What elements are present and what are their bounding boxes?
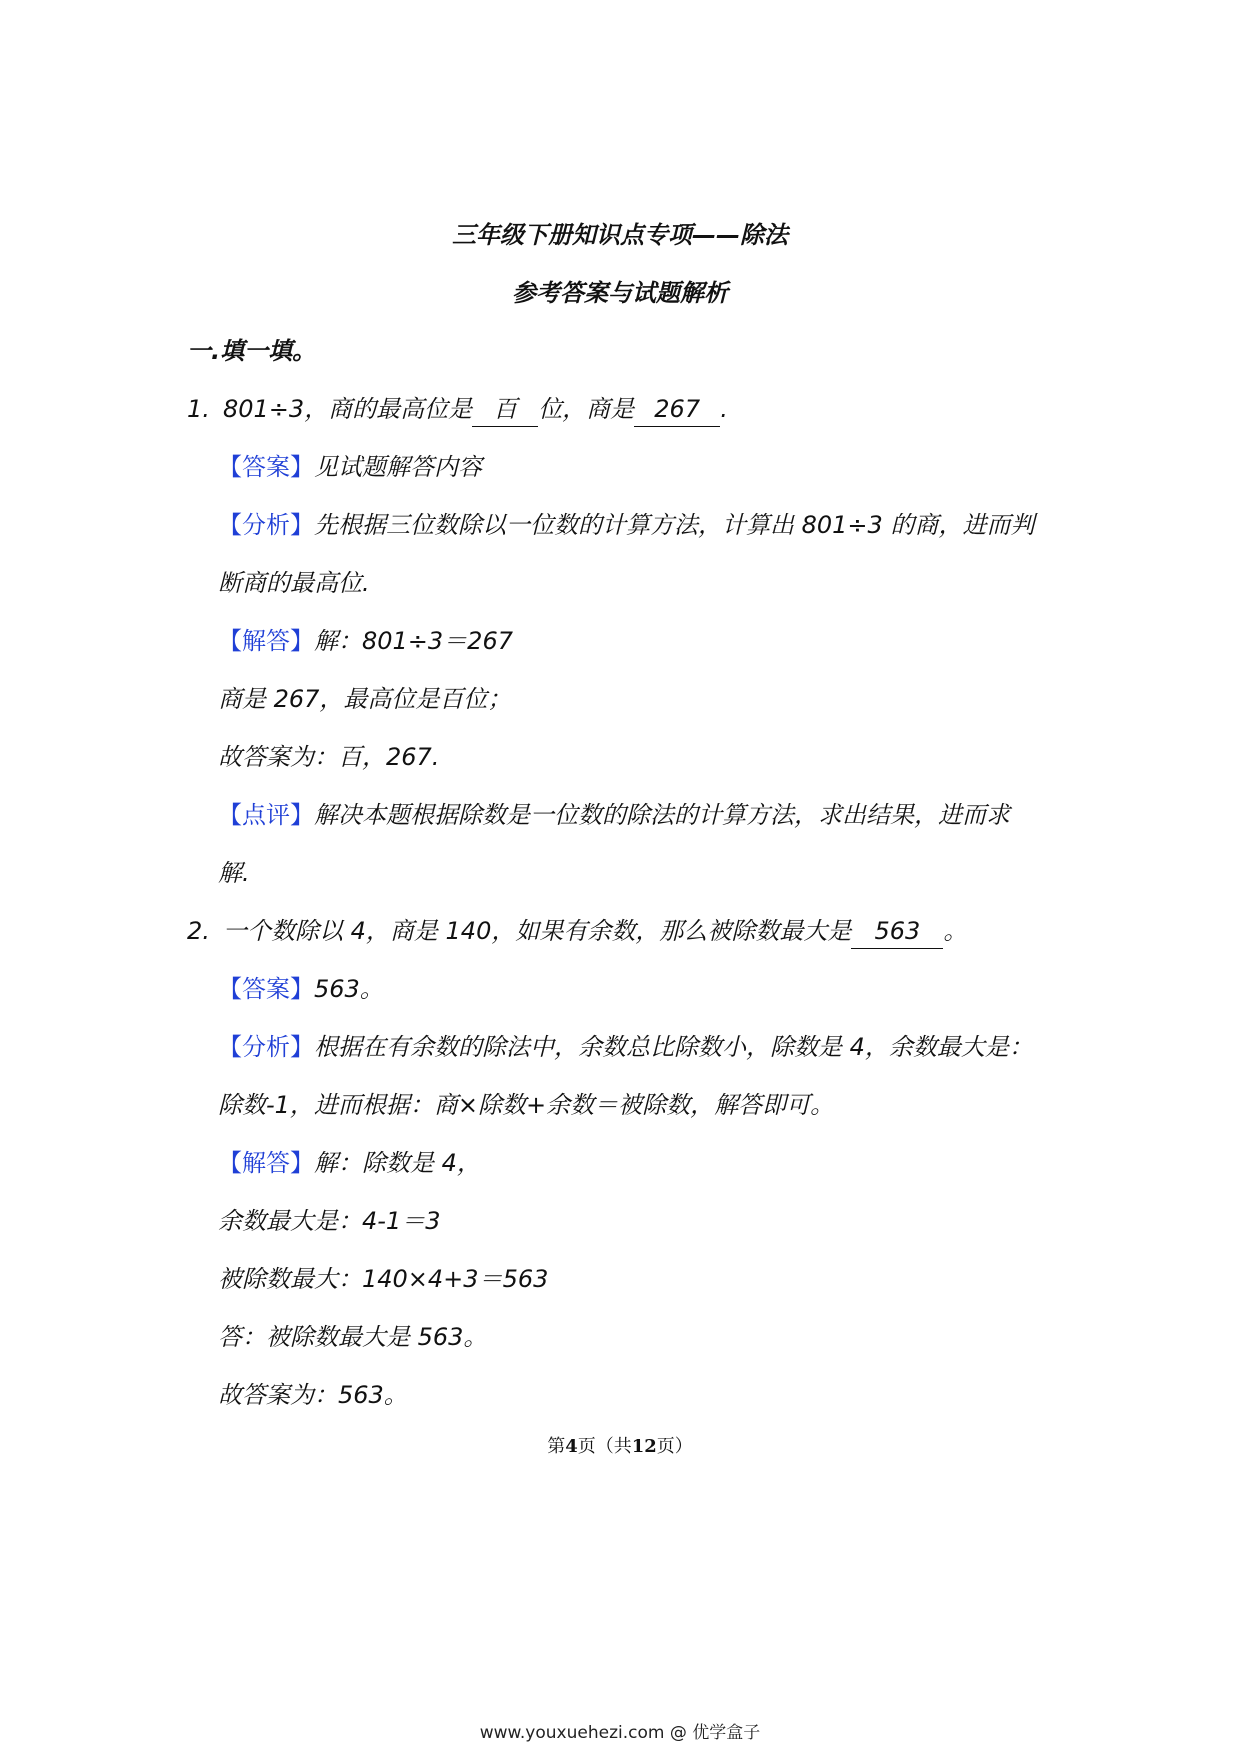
- solution-text: 余数最大是：4-1＝3: [218, 1207, 441, 1235]
- question-1: [187, 392, 728, 427]
- question-stem: 一个数除以 4，商是 140，如果有余数，那么被除数最大是: [223, 917, 852, 945]
- solution-tag: 【解答】: [218, 627, 314, 655]
- analysis-text: 先根据三位数除以一位数的计算方法，计算出 801÷3 的商，进而判: [314, 511, 1035, 539]
- answer-tag: 【答案】: [218, 453, 314, 481]
- page-footer: [0, 1432, 1240, 1458]
- page-subtitle: 参考答案与试题解析: [512, 279, 728, 307]
- question-2: [187, 914, 967, 949]
- answer-text: 见试题解答内容: [314, 453, 482, 481]
- solution-line: [218, 1146, 481, 1180]
- question-number: 2.: [187, 917, 210, 945]
- solution-text: 答：被除数最大是 563。: [218, 1323, 488, 1351]
- total-pages: 12: [631, 1436, 657, 1457]
- answer-blank: 563: [851, 914, 943, 949]
- solution-line: [218, 624, 513, 658]
- answer-line: [218, 972, 384, 1006]
- page-title: 三年级下册知识点专项——除法: [452, 221, 788, 249]
- comment-text: 解决本题根据除数是一位数的除法的计算方法，求出结果，进而求: [314, 801, 1010, 829]
- solution-text: 解：801÷3＝267: [314, 627, 513, 655]
- solution-text: 被除数最大：140×4+3＝563: [218, 1265, 549, 1293]
- analysis-line: [218, 508, 1034, 542]
- footer-text: 页）: [656, 1436, 693, 1457]
- solution-text: 故答案为：563。: [218, 1381, 408, 1409]
- solution-tag: 【解答】: [218, 1149, 314, 1177]
- answer-tag: 【答案】: [218, 975, 314, 1003]
- analysis-text: 除数-1，进而根据：商×除数+余数＝被除数，解答即可。: [218, 1091, 835, 1119]
- analysis-text: 根据在有余数的除法中，余数总比除数小，除数是 4，余数最大是：: [314, 1033, 1033, 1061]
- solution-text: 故答案为：百，267.: [218, 743, 440, 771]
- footer-text: 第: [547, 1436, 566, 1457]
- question-stem: 。: [943, 917, 968, 945]
- analysis-text: 断商的最高位.: [218, 569, 370, 597]
- section-heading: 一.填一填。: [187, 337, 317, 365]
- answer-line: [218, 450, 482, 484]
- comment-line: [218, 798, 1010, 832]
- question-stem: 位，商是: [538, 395, 635, 423]
- solution-text: 解：除数是 4，: [314, 1149, 481, 1177]
- analysis-line: [218, 1030, 1033, 1064]
- analysis-tag: 【分析】: [218, 1033, 314, 1061]
- page-number: 4: [565, 1436, 578, 1457]
- question-stem: .: [720, 395, 728, 423]
- solution-text: 商是 267，最高位是百位；: [218, 685, 512, 713]
- question-stem: 801÷3，商的最高位是: [223, 395, 473, 423]
- footer-text: 页（共: [577, 1436, 632, 1457]
- analysis-tag: 【分析】: [218, 511, 314, 539]
- comment-tag: 【点评】: [218, 801, 314, 829]
- question-number: 1.: [187, 395, 210, 423]
- watermark: www.youxuehezi.com @ 优学盒子: [479, 1723, 761, 1743]
- answer-blank: 百: [472, 392, 538, 427]
- answer-blank: 267: [634, 392, 720, 427]
- comment-text: 解.: [218, 859, 250, 887]
- answer-text: 563。: [314, 975, 384, 1003]
